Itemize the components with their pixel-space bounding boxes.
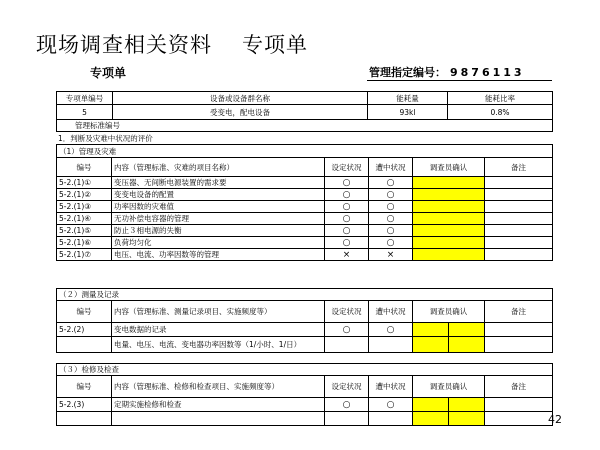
row-set-status: ○ <box>325 323 369 337</box>
page-title <box>36 29 308 59</box>
s1-col-set: 设定状况 <box>325 158 369 177</box>
s2-col-check: 调查员确认 <box>413 301 485 323</box>
row-content: 变压器、无间断电源装置的需求要 <box>112 177 325 189</box>
eval-heading: 1．判断及灾难中状况的评价 <box>58 134 153 143</box>
row-check-cell[interactable] <box>413 213 485 225</box>
row-content: 无功补偿电容器的管理 <box>112 213 325 225</box>
mgmt-number-value: 9876113 <box>450 66 525 79</box>
row-remark-cell[interactable] <box>485 201 553 213</box>
row-set-status: ○ <box>325 189 369 201</box>
page-number: 42 <box>548 413 562 426</box>
row-remark-cell[interactable] <box>485 189 553 201</box>
row-current-status: ○ <box>369 398 413 412</box>
summary-col-ratio: 能耗比率 <box>448 92 553 105</box>
row-content: 负荷均匀化 <box>112 237 325 249</box>
row-current-status: ○ <box>369 237 413 249</box>
empty-cell <box>57 412 112 426</box>
section-1-heading: （1）管理及灾难 <box>57 145 553 158</box>
row-remark-cell[interactable] <box>485 213 553 225</box>
form-label: 专项单 <box>90 66 127 80</box>
row-content: 功率因数的灾难值 <box>112 201 325 213</box>
row-current-status: ○ <box>369 323 413 337</box>
row-set-status: ○ <box>325 213 369 225</box>
row-remark-cell[interactable] <box>485 398 553 412</box>
s2-col-cur: 遭中状况 <box>369 301 413 323</box>
empty-cell <box>112 412 325 426</box>
empty-cell <box>369 412 413 426</box>
row-content: 变变电设备的配置 <box>112 189 325 201</box>
s3-col-content: 内容（管理标准、检修和检查项目、实施频度等） <box>112 376 325 398</box>
summary-col-name: 设备或设备群名称 <box>113 92 368 105</box>
header-underline <box>367 80 552 81</box>
summary-ratio: 0.8% <box>448 105 553 120</box>
summary-table <box>56 91 553 132</box>
section-2-table <box>56 288 553 353</box>
row-no: 5-2.(1)② <box>57 189 112 201</box>
row-check-cell-b[interactable] <box>449 412 485 426</box>
s2-col-set: 设定状况 <box>325 301 369 323</box>
row-content: 电量、电压、电流、变电器功率因数等（1/小时、1/日） <box>112 337 325 353</box>
row-set-status: ○ <box>325 398 369 412</box>
row-no: 5-2.(3) <box>57 398 112 412</box>
row-remark-cell[interactable] <box>485 337 553 353</box>
table-row <box>57 189 553 201</box>
row-check-cell-b[interactable] <box>449 398 485 412</box>
row-no <box>57 337 112 353</box>
s1-col-remark: 备注 <box>485 158 553 177</box>
row-no: 5-2.(1)③ <box>57 201 112 213</box>
s1-col-content: 内容（管理标准、灾难的项目名称） <box>112 158 325 177</box>
row-remark-cell[interactable] <box>485 249 553 261</box>
row-check-cell[interactable] <box>413 177 485 189</box>
s2-col-remark: 备注 <box>485 301 553 323</box>
row-remark-cell[interactable] <box>485 237 553 249</box>
summary-name: 受变电，配电设备 <box>113 105 368 120</box>
mgmt-number-field <box>369 64 525 80</box>
row-set-status: ○ <box>325 177 369 189</box>
row-current-status: ○ <box>369 201 413 213</box>
row-remark-cell[interactable] <box>485 225 553 237</box>
section-1-table <box>56 144 553 261</box>
row-content: 电压、电流、功率因数等的管理 <box>112 249 325 261</box>
row-remark-cell[interactable] <box>485 177 553 189</box>
summary-std-label: 管理标准编号 <box>57 120 553 132</box>
table-row <box>57 201 553 213</box>
summary-col-id: 专项单编号 <box>57 92 113 105</box>
row-set-status: × <box>325 249 369 261</box>
row-current-status: ○ <box>369 177 413 189</box>
row-remark-cell[interactable] <box>485 412 553 426</box>
row-current-status <box>369 337 413 353</box>
s3-col-remark: 备注 <box>485 376 553 398</box>
s2-col-no: 编号 <box>57 301 112 323</box>
s3-col-cur: 遭中状况 <box>369 376 413 398</box>
row-check-cell[interactable] <box>413 189 485 201</box>
row-set-status: ○ <box>325 225 369 237</box>
row-set-status <box>325 337 369 353</box>
table-row <box>57 177 553 189</box>
row-check-cell[interactable] <box>413 249 485 261</box>
row-check-cell-b[interactable] <box>449 323 485 337</box>
section-2-heading: （２）测量及记录 <box>57 289 553 301</box>
summary-id: 5 <box>57 105 113 120</box>
empty-cell <box>325 412 369 426</box>
row-no: 5-2.(1)⑥ <box>57 237 112 249</box>
row-no: 5-2.(2) <box>57 323 112 337</box>
s2-col-content: 内容（管理标准、测量记录项目、实施频度等） <box>112 301 325 323</box>
table-row-empty <box>57 412 553 426</box>
row-no: 5-2.(1)④ <box>57 213 112 225</box>
mgmt-number-label: 管理指定编号： <box>369 66 446 79</box>
table-row <box>57 213 553 225</box>
row-set-status: ○ <box>325 201 369 213</box>
row-check-cell-a[interactable] <box>413 323 449 337</box>
s3-col-set: 设定状况 <box>325 376 369 398</box>
row-no: 5-2.(1)① <box>57 177 112 189</box>
section-3-heading: （３）检修及检查 <box>57 364 553 376</box>
table-row <box>57 398 553 412</box>
table-row <box>57 237 553 249</box>
section-3-table <box>56 363 553 426</box>
row-content: 变电数据的记录 <box>112 323 325 337</box>
page-subtitle: 专项单 <box>242 33 308 57</box>
row-check-cell[interactable] <box>413 237 485 249</box>
row-check-cell-a[interactable] <box>413 337 449 353</box>
row-current-status: × <box>369 249 413 261</box>
row-content: 定期实施检修和检查 <box>112 398 325 412</box>
table-row <box>57 323 553 337</box>
table-row <box>57 225 553 237</box>
table-row <box>57 337 553 353</box>
row-current-status: ○ <box>369 225 413 237</box>
row-check-cell-a[interactable] <box>413 412 449 426</box>
table-row <box>57 249 553 261</box>
row-no: 5-2.(1)⑦ <box>57 249 112 261</box>
s1-col-no: 编号 <box>57 158 112 177</box>
summary-energy: 93kl <box>368 105 448 120</box>
row-check-cell[interactable] <box>413 225 485 237</box>
row-set-status: ○ <box>325 237 369 249</box>
row-no: 5-2.(1)⑤ <box>57 225 112 237</box>
s3-col-check: 调查员确认 <box>413 376 485 398</box>
s1-col-check: 调查员确认 <box>413 158 485 177</box>
row-content: 防止３相电源的失衡 <box>112 225 325 237</box>
s1-col-cur: 遭中状况 <box>369 158 413 177</box>
row-check-cell[interactable] <box>413 201 485 213</box>
row-remark-cell[interactable] <box>485 323 553 337</box>
page-title-main: 现场调查相关资料 <box>36 33 212 57</box>
summary-col-energy: 能耗量 <box>368 92 448 105</box>
row-check-cell-b[interactable] <box>449 337 485 353</box>
row-current-status: ○ <box>369 189 413 201</box>
s3-col-no: 编号 <box>57 376 112 398</box>
row-check-cell-a[interactable] <box>413 398 449 412</box>
row-current-status: ○ <box>369 213 413 225</box>
